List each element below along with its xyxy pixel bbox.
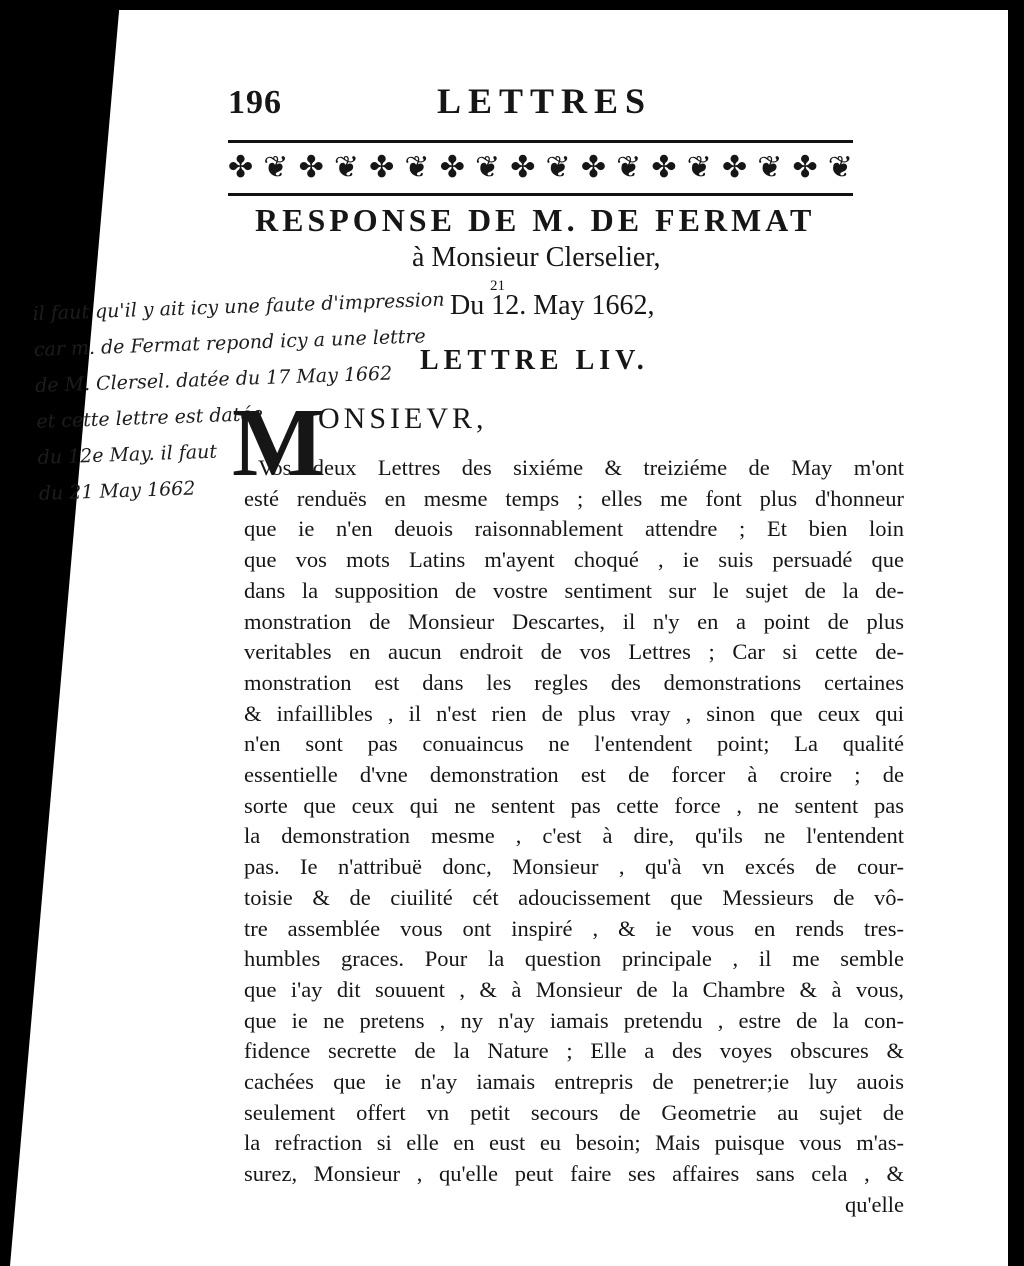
- margin-note-line: car m. de Fermat repond icy a une lettre: [33, 325, 427, 361]
- body-line: humbles graces. Pour la question principale , il me semble: [244, 946, 904, 972]
- letter-date: Du 12. May 1662,: [450, 290, 655, 321]
- body-line: tre assemblée vous ont inspiré , & ie vous en rends tres-: [244, 915, 904, 941]
- page-number: 196: [228, 84, 282, 121]
- date-correction-note: 21: [490, 278, 505, 294]
- body-line: sorte que ceux qui ne sentent pas cette force , ne sentent pas: [244, 792, 904, 818]
- margin-note-line: il faut qu'il y ait icy une faute d'impression: [32, 288, 445, 325]
- running-title: LETTRES: [437, 81, 653, 121]
- body-line: surez, Monsieur , qu'elle peut faire ses affaires sans cela , &: [244, 1161, 904, 1187]
- scan-right-border: [1008, 0, 1024, 1266]
- ornamental-band: ✤ ❦ ✤ ❦ ✤ ❦ ✤ ❦ ✤ ❦ ✤ ❦ ✤ ❦ ✤ ❦ ✤ ❦: [228, 140, 853, 196]
- body-line: la refraction si elle en eust eu besoin; Mais puisque vous m'as-: [244, 1130, 904, 1156]
- body-line: esté renduës en mesme temps ; elles me font plus d'honneur: [244, 485, 904, 511]
- body-line: cachées que ie n'ay iamais entrepris de penetrer;ie luy auois: [244, 1069, 904, 1095]
- body-line: que i'ay dit souuent , & à Monsieur de la Chambre & à vous,: [244, 976, 904, 1002]
- margin-note-line: et cette lettre est datée: [36, 403, 264, 433]
- margin-note-line: du 21 May 1662: [38, 477, 196, 505]
- letter-body: [244, 453, 904, 1221]
- scan-top-border: [0, 0, 1024, 10]
- margin-note-line: de M. Clersel. datée du 17 May 1662: [34, 362, 393, 397]
- drop-capital: M: [232, 389, 325, 497]
- catchword: qu'elle: [844, 1191, 904, 1217]
- body-line: dans la supposition de vostre sentiment sur le sujet de la de-: [244, 577, 904, 603]
- body-line: veritables en aucun endroit de vos Lettres ; Car si cette de-: [244, 639, 904, 665]
- scan-left-border: [0, 0, 120, 1266]
- body-line: monstration est dans les regles des demonstrations certaines: [244, 669, 904, 695]
- body-line: que ie ne pretens , ny n'ay iamais pretendu , estre de la con-: [244, 1007, 904, 1033]
- body-line: Vos deux Lettres des sixiéme & treiziéme de May m'ont: [258, 455, 904, 480]
- body-line: fidence secrette de la Nature ; Elle a des voyes obscures &: [244, 1038, 904, 1064]
- body-line: essentielle d'vne demonstration est de forcer à croire ; de: [244, 762, 904, 788]
- body-line: que ie n'en deuois raisonnablement attendre ; Et bien loin: [244, 516, 904, 542]
- body-line: n'en sont pas conuaincus ne l'entendent point; La qualité: [244, 731, 904, 757]
- letter-recipient: à Monsieur Clerselier,: [412, 242, 661, 273]
- salutation: ONSIEVR,: [318, 402, 488, 435]
- letter-title: RESPONSE DE M. DE FERMAT: [255, 202, 816, 238]
- body-line: seulement offert vn petit secours de Geometrie au sujet de: [244, 1099, 904, 1125]
- letter-number: LETTRE LIV.: [420, 345, 649, 376]
- body-line: pas. Ie n'attribuë donc, Monsieur , qu'à vn excés de cour-: [244, 854, 904, 880]
- page-header: [222, 78, 692, 122]
- body-line: la demonstration mesme , c'est à dire, qu'ils ne l'entendent: [244, 823, 904, 849]
- body-line: que vos mots Latins m'ayent choqué , ie suis persuadé que: [244, 547, 904, 573]
- body-line: toisie & de ciuilité cét adoucissement que Messieurs de vô-: [244, 884, 904, 910]
- margin-note-line: du 12e May. il faut: [37, 440, 218, 469]
- body-line: monstration de Monsieur Descartes, il n'y en a point de plus: [244, 608, 904, 634]
- body-line: & infaillibles , il n'est rien de plus vray , sinon que ceux qui: [244, 700, 904, 726]
